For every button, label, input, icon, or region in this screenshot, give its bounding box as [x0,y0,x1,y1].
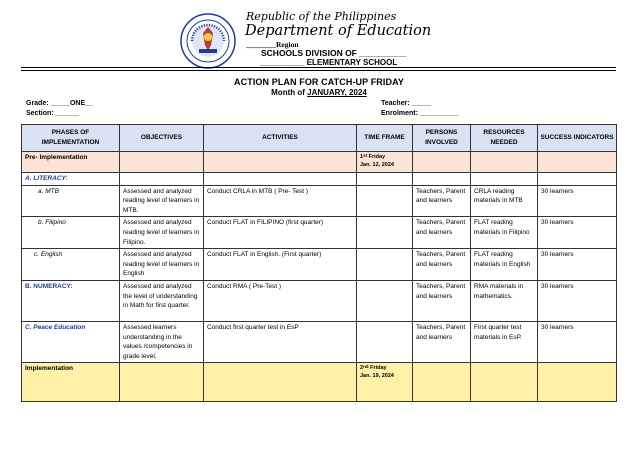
header-success-indicators: SUCCESS INDICATORS [538,125,617,152]
row-persons: Teachers, Parent and learners [413,185,471,217]
row-resources: RMA materials in mathematics. [471,280,538,321]
row-activity: Conduct FLAT in English. (First quarter) [204,249,357,281]
row-indicators: 30 learners [538,217,617,249]
enrolment-field: Enrolment: __________ [381,110,459,117]
deped-seal-logo [180,13,236,69]
month-value: JANUARY, 2024 [307,88,367,97]
header-rule-thick [21,70,616,71]
grade-field: Grade: _____ONE__ [26,100,93,107]
table-header-row [22,125,617,152]
row-resources: FLAT reading materials in Filipino [471,217,538,249]
pre-implementation-row [22,152,617,173]
row-persons: Teachers, Parent and learners [413,280,471,321]
table-row [22,321,617,362]
division-line: SCHOOLS DIVISION OF __________ [261,48,407,58]
row-indicators: 30 learners [538,321,617,362]
row-activity: Conduct RMA ( Pre-Test ) [204,280,357,321]
implementation-time: 2nd Friday Jan. 19, 2024 [357,363,413,402]
row-persons: Teachers, Parent and learners [413,249,471,281]
row-objective: Assessed and analyzed reading level of learners in MTB. [120,185,204,217]
header-resources-needed: RESOURCES NEEDED [471,125,538,152]
row-objective: Assessed and analyzed reading level of learners in English [120,249,204,281]
row-phase: a. MTB [22,185,120,217]
section-field: Section: ______ [26,110,79,117]
row-indicators: 30 learners [538,249,617,281]
document-title: ACTION PLAN FOR CATCH-UP FRIDAY [234,77,404,87]
literacy-section-row [22,173,617,186]
header-time-frame: TIME FRAME [357,125,413,152]
region-line: ________Region [246,40,299,49]
row-activity: Conduct CRLA in MTB ( Pre- Test ) [204,185,357,217]
header-phases: PHASES OF IMPLEMENTATION [22,125,120,152]
row-persons: Teachers, Parent and learners [413,321,471,362]
action-plan-table [21,124,617,402]
literacy-label: A. LITERACY: [22,173,120,186]
row-indicators: 30 learners [538,185,617,217]
row-objective: Assessed learners understanding in the values /competencies in grade level. [120,321,204,362]
header-objectives: OBJECTIVES [120,125,204,152]
row-objective: Assessed and analyzed the level of understanding in Math for first quarter. [120,280,204,321]
month-line [0,88,638,97]
row-resources: FLAT reading materials in English [471,249,538,281]
row-activity: Conduct FLAT in FILIPINO (first quarter) [204,217,357,249]
row-phase: c. English [22,249,120,281]
row-activity: Conduct first quarter test in EsP [204,321,357,362]
table-row [22,249,617,281]
row-resources: First quarter test materials in EsP. [471,321,538,362]
school-line: __________ ELEMENTARY SCHOOL [260,58,398,67]
implementation-label: Implementation [22,363,120,402]
pre-implementation-label: Pre- Implementation [22,152,120,173]
republic-heading: Republic of the Philippines [246,10,397,23]
row-phase: B. NUMERACY: [22,280,120,321]
teacher-field: Teacher: _____ [381,100,432,107]
table-row [22,185,617,217]
row-persons: Teachers, Parent and learners [413,217,471,249]
row-resources: CRLA reading materials in MTB [471,185,538,217]
header-rule-thin [21,67,616,68]
table-row [22,217,617,249]
row-phase: b. Filipino [22,217,120,249]
department-heading: Department of Education [245,23,432,39]
header-activities: ACTIVITIES [204,125,357,152]
row-phase: C. Peace Education [22,321,120,362]
pre-implementation-time: 1st Friday Jan. 12, 2024 [357,152,413,173]
header-persons-involved: PERSONS INVOLVED [413,125,471,152]
month-prefix: Month of [271,88,308,97]
table-row [22,280,617,321]
row-objective: Assessed and analyzed reading level of learners in Filipino. [120,217,204,249]
implementation-row [22,363,617,402]
row-indicators: 30 learners [538,280,617,321]
